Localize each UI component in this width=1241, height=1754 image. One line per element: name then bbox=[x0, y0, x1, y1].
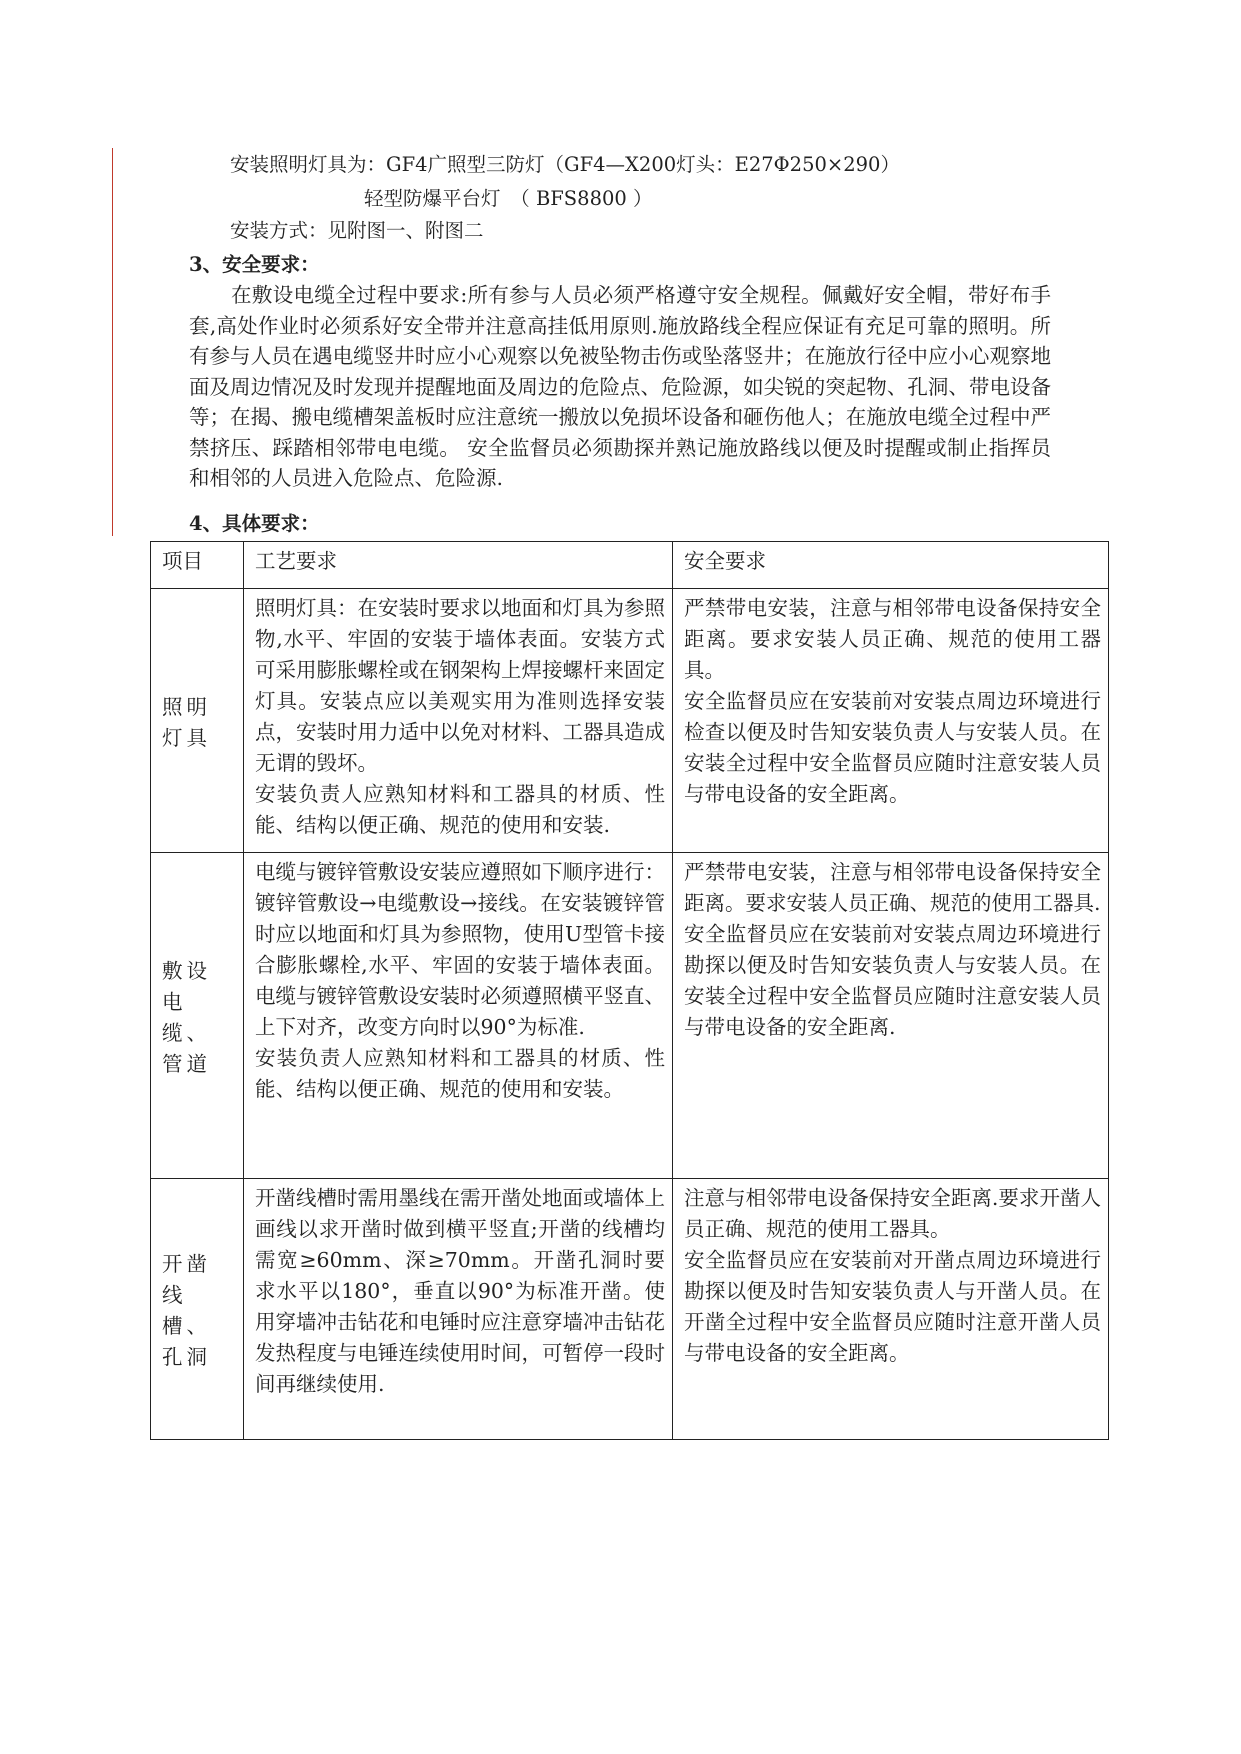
safety-text: 安全监督员应在安装前对安装点周边环境进行检查以便及时告知安装负责人与安装人员。在安装全过程中安全监督员应随时注意安装人员与带电设备的安全距离。 bbox=[684, 689, 1101, 806]
header-safety: 安全要求 bbox=[673, 542, 1109, 589]
section-3-paragraph: 在敷设电缆全过程中要求:所有参与人员必须严格遵守安全规程。佩戴好安全帽，带好布手套,高处作业时必须系好安全带并注意高挂低用原则.施放路线全程应保证有充足可靠的照明。所有参与人员在遇电缆竖井时应小心观察以免被坠物击伤或坠落竖井；在施放行径中应小心观察地面及周边情况及时发现并提醒地面及周边的危险点、危险源，如尖锐的突起物、孔洞、带电设备等；在揭、搬电缆槽架盖板时应注意统一搬放以免损坏设备和砸伤他人；在施放电缆全过程中严禁挤压、踩踏相邻带电电缆。 安全监督员必须勘探并熟记施放路线以便及时提醒或制止指挥员和相邻的人员进入危险点、危险源. bbox=[189, 283, 1051, 490]
process-cell bbox=[244, 1179, 673, 1440]
install-method-line: 安装方式：见附图一、附图二 bbox=[230, 219, 484, 242]
section-4-title: 4、具体要求： bbox=[189, 512, 320, 535]
lamp-spec-line-2: 轻型防爆平台灯 （ BFS8800 ） bbox=[364, 187, 653, 210]
process-cell bbox=[244, 853, 673, 1179]
lamp-spec-line-1: 安装照明灯具为：GF4广照型三防灯（GF4—X200灯头：E27Φ250×290） bbox=[230, 153, 900, 176]
table-row bbox=[151, 589, 1109, 853]
process-cell bbox=[244, 589, 673, 853]
table-row bbox=[151, 853, 1109, 1179]
safety-text: 安全监督员应在安装前对开凿点周边环境进行勘探以便及时告知安装负责人与开凿人员。在开凿全过程中安全监督员应随时注意开凿人员与带电设备的安全距离。 bbox=[684, 1248, 1101, 1365]
process-text: 照明灯具：在安装时要求以地面和灯具为参照物,水平、牢固的安装于墙体表面。安装方式可采用膨胀螺栓或在钢架构上焊接螺杆来固定灯具。安装点应以美观实用为准则选择安装点，安装时用力适中以免对材料、工器具造成无谓的毁坏。 bbox=[255, 596, 665, 775]
row-item-cell bbox=[151, 589, 244, 853]
safety-cell bbox=[673, 589, 1109, 853]
process-text: 安装负责人应熟知材料和工器具的材质、性能、结构以便正确、规范的使用和安装. bbox=[255, 782, 665, 837]
header-process: 工艺要求 bbox=[244, 542, 673, 589]
row-item-label: 照明灯具 bbox=[162, 694, 211, 750]
table-row bbox=[151, 1179, 1109, 1440]
safety-text: 安全监督员应在安装前对安装点周边环境进行勘探以便及时告知安装负责人与安装人员。在安装全过程中安全监督员应随时注意安装人员与带电设备的安全距离. bbox=[684, 922, 1101, 1039]
row-item-cell bbox=[151, 853, 244, 1179]
process-text: 安装负责人应熟知材料和工器具的材质、性能、结构以便正确、规范的使用和安装。 bbox=[255, 1046, 665, 1101]
requirements-table bbox=[150, 541, 1109, 1440]
process-text: 电缆与镀锌管敷设安装应遵照如下顺序进行：镀锌管敷设→电缆敷设→接线。在安装镀锌管时应以地面和灯具为参照物，使用U型管卡接合膨胀螺栓,水平、牢固的安装于墙体表面。电缆与镀锌管敷设安装时必须遵照横平竖直、上下对齐，改变方向时以90°为标准. bbox=[255, 860, 665, 1039]
table-header-row bbox=[151, 542, 1109, 589]
safety-cell bbox=[673, 1179, 1109, 1440]
safety-text: 严禁带电安装，注意与相邻带电设备保持安全距离。要求安装人员正确、规范的使用工器具. bbox=[684, 860, 1101, 915]
row-item-label: 开凿线槽、孔洞 bbox=[162, 1252, 211, 1369]
section-3-title: 3、安全要求： bbox=[189, 253, 320, 276]
row-item-cell bbox=[151, 1179, 244, 1440]
header-item: 项目 bbox=[151, 542, 244, 589]
process-text: 开凿线槽时需用墨线在需开凿处地面或墙体上画线以求开凿时做到横平竖直;开凿的线槽均需宽≥60mm、深≥70mm。开凿孔洞时要求水平以180°，垂直以90°为标准开凿。使用穿墙冲击钻花和电锤时应注意穿墙冲击钻花发热程度与电锤连续使用时间，可暂停一段时间再继续使用. bbox=[255, 1186, 665, 1396]
margin-bar bbox=[112, 148, 113, 536]
safety-cell bbox=[673, 853, 1109, 1179]
safety-text: 注意与相邻带电设备保持安全距离.要求开凿人员正确、规范的使用工器具。 bbox=[684, 1186, 1101, 1241]
row-item-label: 敷设电缆、管道 bbox=[162, 958, 211, 1076]
safety-text: 严禁带电安装，注意与相邻带电设备保持安全距离。要求安装人员正确、规范的使用工器具。 bbox=[684, 596, 1101, 682]
